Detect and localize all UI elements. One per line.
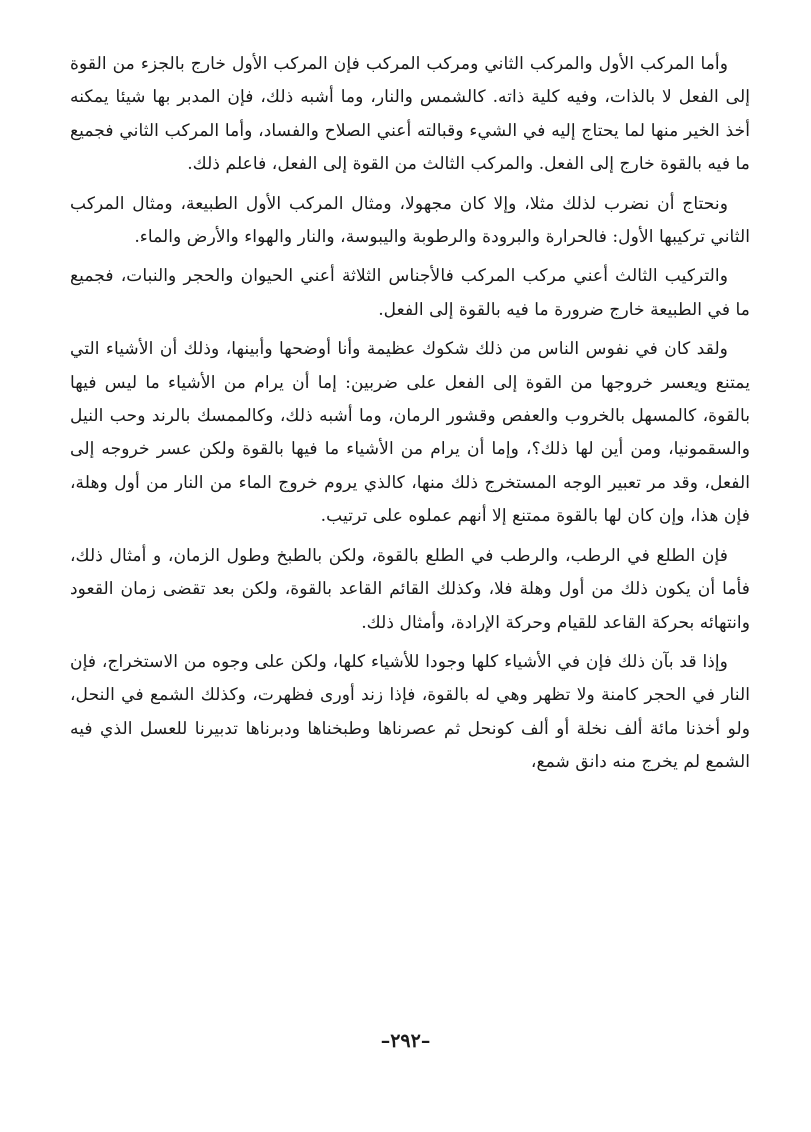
paragraph-composite-bodies: وأما المركب الأول والمركب الثاني ومركب المركب فإن المركب الأول خارج بالجزء من القوة إلى الفعل لا بالذات، وفيه كلية ذاته. كالشمس والنار، وما أشبه ذلك، فإن المدبر بها شيئا يمكنه أخذ الخير منها لما يحتاج إليه في الشيء وقبالته أعني الصلاح والفساد، وأما المركب الثاني فجميع ما فيه بالقوة خارج إلى الفعل. والمركب الثالث من القوة إلى الفعل، فاعلم ذلك. [70, 54, 750, 175]
paragraph-example-nature: ونحتاج أن نضرب لذلك مثلا، وإلا كان مجهولا، ومثال المركب الأول الطبيعة، ومثال المركب الثاني تركيبها الأول: فالحرارة والبرودة والرطوبة واليبوسة، والنار والهواء والأرض والماء. [70, 193, 750, 248]
paragraph-extraction: وإذا قد بآن ذلك فإن في الأشياء كلها وجودا للأشياء كلها، ولكن على وجوه من الاستخراج، فإن النار في الحجر كامنة ولا تظهر وهي له بالقوة، فإذا زند أورى فظهرت، وكذلك الشمع في النحل، ولو أخذنا مائة ألف نخلة أو ألف كونحل ثم عصرناها وطبخناها ودبرناها تدبيرنا للعسل الذي فيه الشمع لم يخرج منه دانق شمع، [70, 651, 750, 773]
paragraph-spathe-example: فإن الطلع في الرطب، والرطب في الطلع بالقوة، ولكن بالطبخ وطول الزمان، و أمثال ذلك، فأما أن يكون ذلك من أول وهلة فلا، وكذلك القائم القاعد بالقوة، ولكن بعد تقضى زمان القعود وانتهائه بحركة القاعد للقيام وحركة الإرادة، وأمثال ذلك. [70, 545, 750, 633]
paragraph-doubts: ولقد كان في نفوس الناس من ذلك شكوك عظيمة وأنا أوضحها وأبينها، وذلك أن الأشياء التي يمتنع ويعسر خروجها من القوة إلى الفعل على ضربين: إما أن يرام من الأشياء ما ليس فيها بالقوة، كالمسهل بالخروب والعفص وقشور الرمان، وما أشبه ذلك، وكالممسك بالرند وحب النيل والسقمونيا، ومن أين لها ذلك؟، وإما أن يرام من الأشياء ما فيها بالقوة ولكن عسر خروجه إلى الفعل، وقد مر تعبير الوجه المستخرج ذلك منها، كالذي يروم خروج الماء من النار من أول وهلة، فإن هذا، وإن كان لها بالقوة ممتنع إلا أنهم عملوه على ترتيب. [70, 339, 750, 527]
page-body [70, 48, 750, 1078]
page-number: –٢٩٢– [380, 1030, 431, 1052]
paragraph-third-compound: والتركيب الثالث أعني مركب المركب فالأجناس الثلاثة أعني الحيوان والحجر والنبات، فجميع ما في الطبيعة خارج ضرورة ما فيه بالقوة إلى الفعل. [70, 266, 750, 320]
